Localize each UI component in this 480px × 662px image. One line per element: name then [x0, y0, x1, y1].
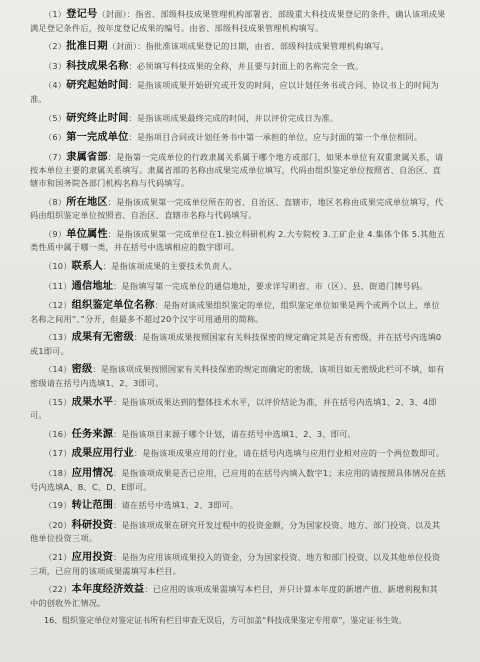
list-item: [30, 331, 446, 357]
item-number: （14）: [44, 364, 72, 375]
item-text: （封面）：指省、部级科技成果管理机构部署省、部级重大科技成果登记的条件，确认该项成果满足登记条件后，按年度登记成果的编号。由省、部级科技成果管理机构填写。: [30, 9, 446, 33]
item-text: ：必须填写科技成果的全称，并且要与封面上的名称完全一致。: [128, 60, 364, 71]
item-text: ：是指该项成果最终完成的时间，并以评价完成日为准。: [128, 112, 339, 123]
item-number: （12）: [44, 300, 72, 311]
item-text: ：是指项目合同或计划任务书中第一承担的单位，应与封面的第一个单位相同。: [128, 132, 423, 143]
item-number: （1）: [44, 9, 67, 19]
item-term: 联系人: [71, 260, 103, 272]
list-item: [30, 112, 446, 126]
item-term: 转让范围: [71, 500, 114, 512]
item-term: 科研投资: [71, 519, 114, 531]
list-item: [30, 228, 446, 254]
item-term: 应用情况: [71, 468, 114, 480]
item-text: ：是指该项成果开始研究或开发的时间，应以计划任务书或合同、协议书上的时间为准。: [30, 80, 439, 104]
list-item: [30, 519, 446, 545]
item-number: （7）: [44, 151, 67, 162]
item-term: 成果应用行业: [71, 448, 134, 460]
item-number: （2）: [44, 41, 67, 52]
item-text: ：是指填写第一完成单位的通信地址，要求详写明省、市（区）、县、街道门牌号码。: [113, 280, 428, 291]
item-number: （20）: [44, 519, 72, 530]
item-text: ：是指该项成果按照国家有关科技保密的规定而确定的密级，该项目如无密级此栏可不填，如有密级请在括号内选填1、2、3即可。: [30, 364, 445, 389]
item-number: （10）: [44, 260, 72, 271]
list-item: [30, 131, 446, 145]
item-text: ：是指该成果第一完成单位在1.独立科研机构 2.大专院校 3.工矿企业 4.集体个体 5.其他五类性质中属于哪一类，并在括号中选填相应的数字即可。: [30, 228, 446, 253]
item-number: （6）: [44, 132, 67, 143]
item-term: 所在地区: [66, 196, 108, 208]
item-term: 成果水平: [71, 396, 114, 408]
item-text: ：是指对该成果组织鉴定的单位，组织鉴定单位如果是两个或两个以上，单位名称之间用“、”分开，但最多不超过20个汉字可用通用的简称。: [30, 300, 440, 324]
item-number: （5）: [44, 112, 67, 123]
list-item: [30, 428, 446, 442]
item-text: （封面）：指批准该项成果登记的日期，由省、部级科技成果管理机构填写。: [107, 41, 389, 52]
item-text: ：是指为应用该项成果投入的资金，分为国家投资、地方和部门投资、以及其他单位投资三项，已应用的该项成果需填写本栏目。: [30, 552, 441, 576]
list-item: [30, 299, 446, 325]
closing-note: 16、组织鉴定单位对鉴定证书所有栏目审查无误后，方可加盖“科技成果鉴定专用章”，鉴定证书生效。: [44, 616, 407, 626]
item-number: （22）: [44, 584, 72, 595]
item-text: ：是指该项成果的主要技术负责人。: [102, 260, 237, 271]
list-item: [30, 8, 446, 34]
list-item: [30, 551, 446, 577]
item-text: ：是指该项目来源于哪个计划，请在括号中选填1、2、3、即可。: [113, 428, 356, 439]
item-term: 第一完成单位: [66, 132, 129, 144]
item-text: ：是指该项成果是否已应用，已应用的在括号内填入数字1；未应用的请按照具体情况在括号内选填A、B、C、D、E即可。: [30, 468, 446, 492]
item-term: 登记号: [66, 9, 98, 20]
item-term: 组织鉴定单位名称: [71, 300, 155, 312]
item-text: ：是指该项成果在研究开发过程中的投资金额，分为国家投资、地方、部门投资、以及其他单位投资三项。: [30, 519, 441, 544]
item-number: （13）: [44, 332, 72, 343]
list-item: [30, 151, 446, 190]
item-number: （11）: [44, 280, 72, 291]
item-term: 本年度经济效益: [71, 584, 145, 596]
list-item: [30, 447, 446, 461]
list-item: [30, 79, 446, 105]
list-item: [30, 499, 446, 513]
list-item: [30, 280, 446, 294]
item-term: 研究起始时间: [66, 80, 129, 92]
item-text: ：已应用的该项成果需填写本栏目，并只计算本年度的新增产值、新增利税和其中的创收外汇情况。: [30, 584, 438, 608]
list-item: [30, 583, 446, 609]
list-item: [30, 396, 446, 422]
item-number: （16）: [44, 428, 72, 439]
item-text: ：是指该项成果按照国家有关科技保密的规定确定其是否有密级，并在括号内选填0或1即可。: [30, 332, 442, 356]
item-text: ：请在括号中选填1、2、3即可。: [113, 500, 239, 511]
item-text: ：是指该成果第一完成单位所在的省、自治区、直辖市，地区名称由成果完成单位填写，代码由组织鉴定单位按照省、自治区、直辖市名称与代码填写。: [30, 196, 444, 221]
item-term: 隶属省部: [66, 151, 108, 163]
item-number: （15）: [44, 396, 72, 407]
item-list: [30, 8, 446, 609]
item-number: （3）: [44, 60, 67, 71]
item-number: （8）: [44, 196, 67, 207]
item-term: 研究终止时间: [66, 112, 129, 124]
item-term: 批准日期: [66, 41, 108, 53]
item-term: 密级: [71, 364, 93, 376]
list-item: [30, 363, 446, 389]
item-number: （19）: [44, 500, 72, 511]
item-number: （4）: [44, 80, 67, 91]
item-text: ：是指该项成果达到的整体技术水平，以评价结论为准，并在括号内选填1、2、3、4即可。: [30, 396, 437, 421]
item-term: 通信地址: [71, 280, 114, 292]
list-item: [30, 60, 446, 74]
item-term: 应用投资: [71, 552, 114, 563]
item-term: 任务来源: [71, 428, 114, 440]
item-term: 科技成果名称: [66, 60, 129, 72]
list-item: [30, 196, 446, 222]
item-number: （18）: [44, 468, 72, 479]
item-number: （9）: [44, 228, 67, 239]
list-item: [30, 467, 446, 493]
item-text: ：是指第一完成单位的行政隶属关系属于哪个地方或部门，如果本单位有双重隶属关系，请按本单位主要的隶属关系填写。隶属省部的名称由成果完成单位填写，代码由组织鉴定单位按照省、自治区、直辖市和国务院各部门机构名称与代码填写。: [30, 151, 444, 188]
item-number: （17）: [44, 448, 72, 459]
item-text: ：是指该项成果应用的行业，请在括号内选填与应用行业相对应的一个两位数即可。: [133, 448, 445, 459]
list-item: [30, 40, 446, 54]
item-number: （21）: [44, 552, 72, 562]
item-term: 单位属性: [66, 228, 108, 240]
list-item: [30, 260, 446, 274]
item-term: 成果有无密级: [71, 332, 134, 344]
